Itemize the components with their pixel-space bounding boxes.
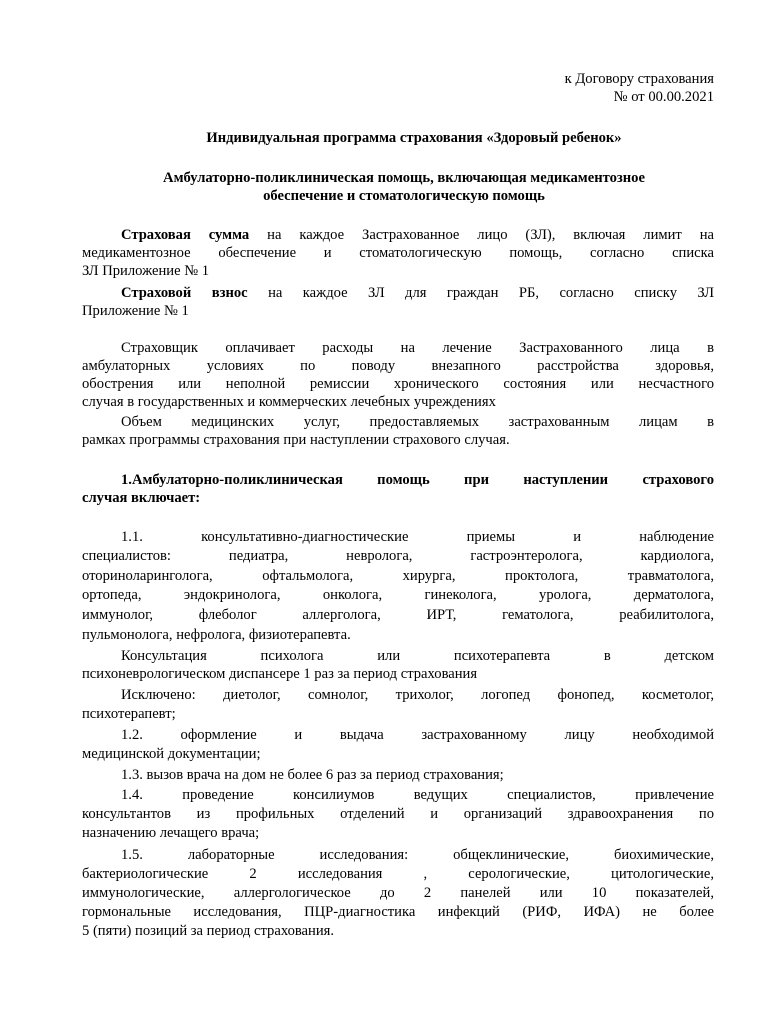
item-1-3-line-1: 1.3. вызов врача на дом не более 6 раз за период страхования;	[121, 767, 504, 783]
item-1-1-line-6: пульмонолога, нефролога, физиотерапевта.	[82, 627, 351, 643]
scope-line-2: рамках программы страхования при наступлении страхового случая.	[82, 432, 510, 448]
excluded-line-1: Исключено: диетолог, сомнолог, трихолог, логопед фонопед, косметолог,	[121, 687, 714, 703]
header-contract-ref: к Договору страхования	[564, 71, 714, 87]
insurer-pays-line-1: Страховщик оплачивает расходы на лечение Застрахованного лица в	[121, 340, 714, 356]
item-1-1-line-4: ортопеда, эндокринолога, онколога, гинеколога, уролога, дерматолога,	[82, 587, 714, 603]
insured-sum-line-1: Страховая сумма на каждое Застрахованное лицо (ЗЛ), включая лимит на	[121, 227, 714, 243]
item-1-5-line-5: 5 (пяти) позиций за период страхования.	[82, 923, 335, 939]
insured-sum-label: Страховая сумма	[121, 227, 250, 243]
item-1-1-line-5: иммунолог, флеболог аллерголога, ИРТ, гематолога, реабилитолога,	[82, 607, 714, 623]
excluded-line-2: психотерапевт;	[82, 706, 176, 722]
item-1-5-line-2: бактериологические 2 исследования , серологические, цитологические,	[82, 866, 714, 882]
program-title: Индивидуальная программа страхования «Здоровый ребенок»	[206, 130, 622, 146]
section-1-heading-line-2: случая включает:	[82, 490, 201, 506]
insured-sum-line-3: ЗЛ Приложение № 1	[82, 263, 210, 279]
psychologist-line-1: Консультация психолога или психотерапевта в детском	[121, 648, 714, 664]
insured-sum-line-2: медикаментозное обеспечение и стоматологическую помощь, согласно списка	[82, 245, 714, 261]
item-1-4-line-3: назначению лечащего врача;	[82, 825, 260, 841]
insurer-pays-line-4: случая в государственных и коммерческих лечебных учреждениях	[82, 394, 496, 410]
item-1-4-line-2: консультантов из профильных отделений и организаций здравоохранения по	[82, 806, 714, 822]
item-1-1-line-3: оториноларинголога, офтальмолога, хирурга, проктолога, травматолога,	[82, 568, 714, 584]
item-1-1-line-1: 1.1. консультативно-диагностические приемы и наблюдение	[121, 529, 714, 545]
item-1-1-line-2: специалистов: педиатра, невролога, гастроэнтеролога, кардиолога,	[82, 548, 714, 564]
item-1-4-line-1: 1.4. проведение консилиумов ведущих специалистов, привлечение	[121, 787, 714, 803]
subtitle-line-2: обеспечение и стоматологическую помощь	[263, 188, 545, 204]
item-1-5-line-4: гормональные исследования, ПЦР-диагностика инфекций (РИФ, ИФА) не более	[82, 904, 714, 920]
premium-label: Страховой взнос	[121, 285, 248, 301]
insurer-pays-line-2: амбулаторных условиях по поводу внезапного расстройства здоровья,	[82, 358, 714, 374]
subtitle-line-1: Амбулаторно-поликлиническая помощь, включающая медикаментозное	[163, 170, 645, 186]
header-contract-number: № от 00.00.2021	[613, 89, 714, 105]
item-1-2-line-2: медицинской документации;	[82, 746, 261, 762]
scope-line-1: Объем медицинских услуг, предоставляемых застрахованным лицам в	[121, 414, 714, 430]
item-1-5-line-1: 1.5. лабораторные исследования: общеклинические, биохимические,	[121, 847, 714, 863]
item-1-5-line-3: иммунологические, аллергологическое до 2 панелей или 10 показателей,	[82, 885, 714, 901]
section-1-heading-line-1: 1.Амбулаторно-поликлиническая помощь при наступлении страхового	[121, 472, 714, 488]
item-1-2-line-1: 1.2. оформление и выдача застрахованному лицу необходимой	[121, 727, 714, 743]
premium-line-1: Страховой взнос на каждое ЗЛ для граждан РБ, согласно списку ЗЛ	[121, 285, 714, 301]
psychologist-line-2: психоневрологическом диспансере 1 раз за период страхования	[82, 666, 478, 682]
premium-line-2: Приложение № 1	[82, 303, 189, 319]
insurer-pays-line-3: обострения или неполной ремиссии хронического состояния или несчастного	[82, 376, 714, 392]
